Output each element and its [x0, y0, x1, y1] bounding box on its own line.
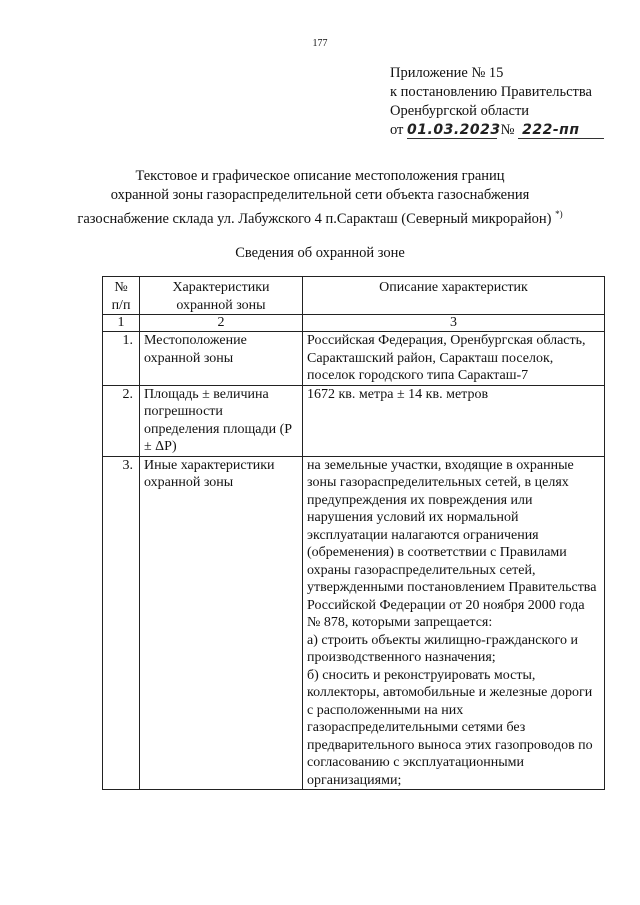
document-title: [0, 167, 640, 229]
restriction-item: а) строить объекты жилищно-гражданского и производственного назначения;: [307, 632, 578, 665]
table-header-row: [103, 277, 605, 315]
title-line-2: охранной зоны газораспределительной сети объекта газоснабжения: [110, 187, 530, 203]
restriction-item: б) сносить и реконструировать мосты, коллекторы, автомобильные и железные дороги с расположенными на них газораспределительными сетями без предварительного выноса этих газопроводов по согласованию с эксплуатационными организациями;: [307, 667, 593, 788]
row-description-block: [303, 456, 605, 790]
title-line-3: [0, 205, 640, 229]
appendix-line-1: Приложение № 15: [390, 65, 504, 81]
appendix-block: [390, 64, 604, 140]
column-number-2: 2: [140, 315, 303, 332]
row-description: Российская Федерация, Оренбургская область, Саракташский район, Саракташ поселок, поселок городского типа Саракташ-7: [303, 332, 605, 386]
column-number-3: 3: [303, 315, 605, 332]
handwritten-number: 222-пп: [518, 123, 604, 139]
row-characteristic: Местоположение охранной зоны: [140, 332, 303, 386]
title-line-1: Текстовое и графическое описание местоположения границ: [135, 168, 505, 184]
number-label: №: [500, 122, 515, 138]
appendix-date-line: [390, 121, 604, 140]
row-characteristic: Иные характеристики охранной зоны: [140, 456, 303, 790]
appendix-line-2: к постановлению Правительства: [390, 84, 592, 100]
title-line-3-text: газоснабжение склада ул. Лабужского 4 п.Саракташ (Северный микрорайон): [77, 210, 552, 227]
row-characteristic: Площадь ± величина погрешности определения площади (P ± ΔP): [140, 385, 303, 456]
row-number: 3.: [103, 456, 140, 790]
handwritten-date: 01.03.2023: [407, 122, 501, 138]
page-number: 177: [312, 38, 328, 49]
header-characteristics: Характеристики охранной зоны: [140, 277, 303, 315]
header-description: Описание характеристик: [303, 277, 605, 315]
table-row: [103, 456, 605, 790]
table-row: [103, 385, 605, 456]
table-row: [103, 332, 605, 386]
section-subtitle: Сведения об охранной зоне: [235, 245, 405, 261]
row-number: 1.: [103, 332, 140, 386]
column-number-row: [103, 315, 605, 332]
footnote-mark: *): [555, 209, 563, 219]
appendix-line-3: Оренбургской области: [390, 103, 530, 119]
header-number: № п/п: [103, 277, 140, 315]
from-label: от: [390, 122, 404, 138]
row-description: на земельные участки, входящие в охранные зоны газораспределительных сетей, в целях предупреждения их повреждения или нарушения условий их нормальной эксплуатации налагаются ограничения (обременения) в соответствии с Правилами охраны газораспределительных сетей, утвержденными постановлением Правительства Российской Федерации от 20 ноября 2000 года № 878, которыми запрещается:: [307, 457, 597, 630]
row-description: 1672 кв. метра ± 14 кв. метров: [303, 385, 605, 456]
protection-zone-table: [102, 276, 605, 790]
column-number-1: 1: [103, 315, 140, 332]
row-number: 2.: [103, 385, 140, 456]
